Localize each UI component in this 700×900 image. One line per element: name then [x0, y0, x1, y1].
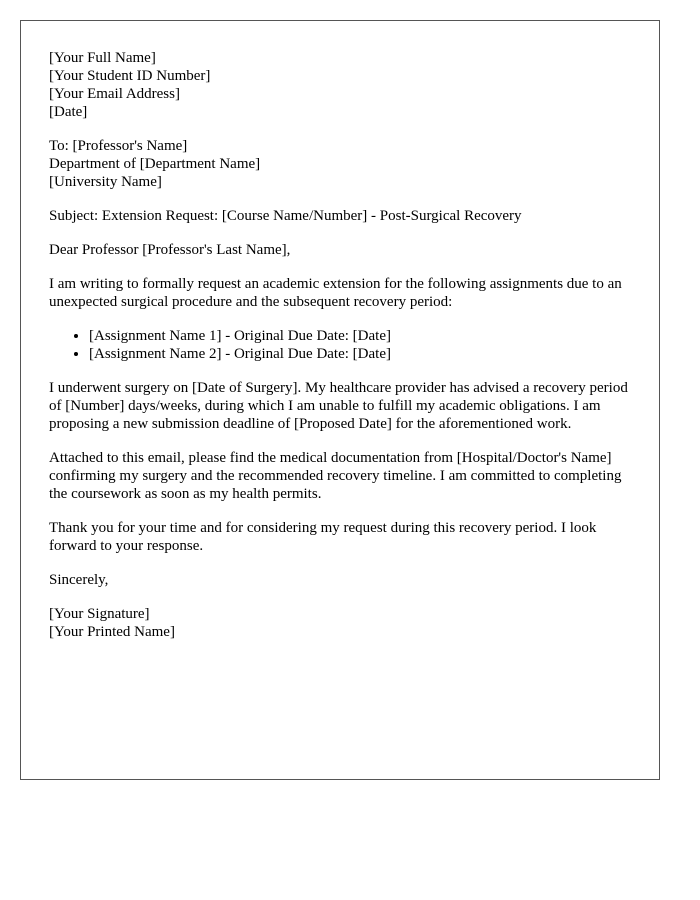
sender-name: [Your Full Name]	[49, 50, 156, 66]
salutation: Dear Professor [Professor's Last Name],	[49, 242, 291, 258]
closing: Sincerely,	[49, 572, 109, 588]
signature-block	[49, 605, 631, 641]
signature-line: [Your Signature]	[49, 606, 150, 622]
documentation-paragraph: Attached to this email, please find the medical documentation from [Hospital/Doctor's Name] confirming my surgery and the recommended recovery timeline. I am committed to completing the coursework as soon as my health permits.	[49, 450, 622, 502]
recipient-department: Department of [Department Name]	[49, 156, 261, 172]
recipient-university: [University Name]	[49, 174, 162, 190]
assignment-item: • [Assignment Name 1] - Original Due Date: [Date]	[89, 327, 631, 345]
recipient-to: To: [Professor's Name]	[49, 138, 188, 154]
thanks-paragraph: Thank you for your time and for considering my request during this recovery period. I look forward to your response.	[49, 520, 597, 554]
intro-paragraph: I am writing to formally request an academic extension for the following assignments due to an unexpected surgical procedure and the subsequent recovery period:	[49, 276, 622, 310]
recipient-block	[49, 137, 631, 191]
assignment-item: • [Assignment Name 2] - Original Due Date: [Date]	[89, 345, 631, 363]
letter-document	[20, 20, 660, 780]
subject-line: Subject: Extension Request: [Course Name/Number] - Post-Surgical Recovery	[49, 208, 522, 224]
surgery-paragraph: I underwent surgery on [Date of Surgery]. My healthcare provider has advised a recovery period of [Number] days/weeks, during which I am unable to fulfill my academic obligations. I am proposing a new submission deadline of [Proposed Date] for the aforementioned work.	[49, 380, 628, 432]
sender-date: [Date]	[49, 104, 88, 120]
sender-student-id: [Your Student ID Number]	[49, 68, 211, 84]
sender-block	[49, 49, 631, 121]
assignment-list	[49, 327, 631, 363]
sender-email: [Your Email Address]	[49, 86, 180, 102]
printed-name-line: [Your Printed Name]	[49, 624, 175, 640]
